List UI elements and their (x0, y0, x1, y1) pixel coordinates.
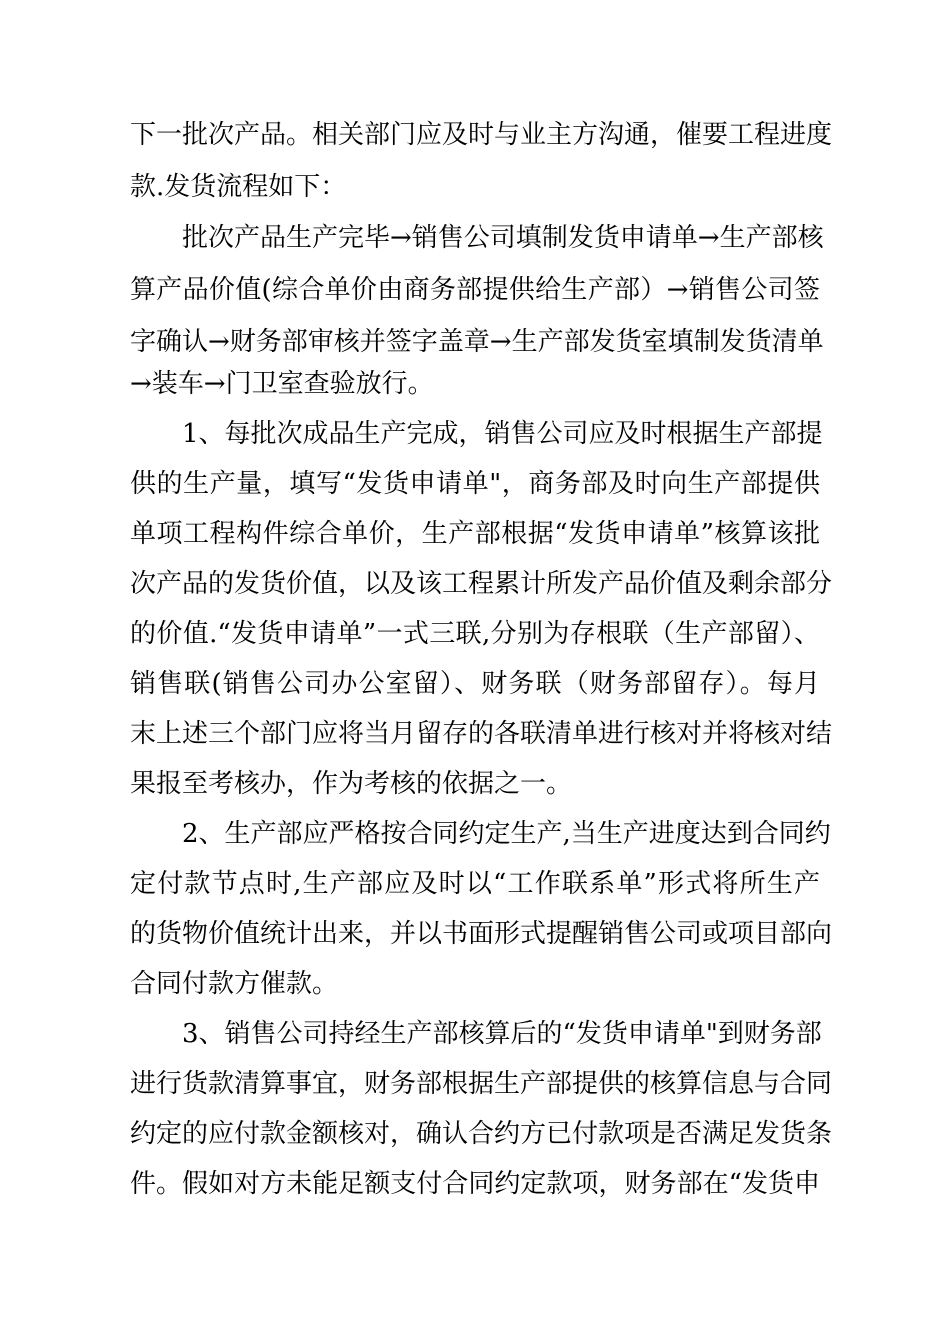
text-line: 定付款节点时,生产部应及时以“工作联系单”形式将所生产 (130, 869, 820, 899)
text-line: 下一批次产品。相关部门应及时与业主方沟通，催要工程进度 (130, 120, 833, 150)
text-line: 算产品价值(综合单价由商务部提供给生产部）→销售公司签 (130, 275, 820, 305)
text-line: 字确认→财务部审核并签字盖章→生产部发货室填制发货清单 (130, 327, 824, 357)
text-line: →装车→门卫室查验放行。 (130, 369, 434, 399)
text-line: 约定的应付款金额核对，确认合约方已付款项是否满足发货条 (130, 1119, 833, 1149)
text-line: 果报至考核办，作为考核的依据之一。 (130, 769, 573, 799)
paragraph-start-line: 2、生产部应严格按合同约定生产,当生产进度达到合同约 (182, 819, 831, 849)
paragraph-start-line: 批次产品生产完毕→销售公司填制发货申请单→生产部核 (182, 223, 824, 253)
paragraph-start-line: 3、销售公司持经生产部核算后的“发货申请单"到财务部 (182, 1019, 822, 1049)
text-line: 供的生产量，填写“发货申请单"，商务部及时向生产部提供 (130, 469, 820, 499)
text-line: 合同付款方催款。 (130, 969, 339, 999)
text-line: 件。假如对方未能足额支付合同约定款项，财务部在“发货申 (130, 1169, 820, 1199)
text-line: 单项工程构件综合单价，生产部根据“发货申请单”核算该批 (130, 519, 820, 549)
text-line: 的货物价值统计出来，并以书面形式提醒销售公司或项目部向 (130, 919, 833, 949)
text-line: 的价值.“发货申请单”一式三联,分别为存根联（生产部留）、 (130, 619, 820, 649)
text-line: 款.发货流程如下： (130, 172, 347, 202)
text-line: 次产品的发货价值，以及该工程累计所发产品价值及剩余部分 (130, 569, 833, 599)
text-line: 进行货款清算事宜，财务部根据生产部提供的核算信息与合同 (130, 1069, 833, 1099)
paragraph-start-line: 1、每批次成品生产完成，销售公司应及时根据生产部提 (182, 419, 823, 449)
text-line: 销售联(销售公司办公室留）、财务联（财务部留存）。每月 (130, 669, 820, 699)
text-line: 末上述三个部门应将当月留存的各联清单进行核对并将核对结 (130, 719, 833, 749)
